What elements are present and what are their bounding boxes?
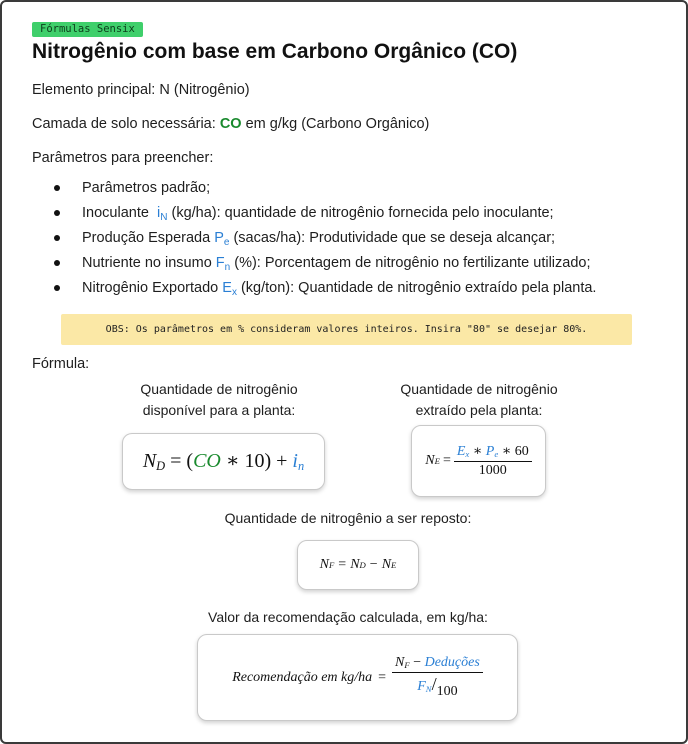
list-item xyxy=(54,254,596,279)
param-symbol-letter: E xyxy=(222,280,232,296)
ne-eq: = xyxy=(442,453,451,468)
page-title: Nitrogênio com base em Carbono Orgânico (CO) xyxy=(32,40,518,63)
nd-formula xyxy=(143,448,304,474)
nd-lhs-sub: D xyxy=(156,459,166,474)
ne-ex-sub: x xyxy=(465,449,470,460)
param-symbol xyxy=(157,205,167,221)
nf-formula-box xyxy=(297,540,419,590)
nf-eq: = xyxy=(338,557,347,572)
rec-denominator xyxy=(417,673,457,700)
param-symbol-sub: n xyxy=(224,262,231,273)
param-name: Nutriente no insumo xyxy=(82,255,212,271)
rec-nf: N xyxy=(395,655,405,671)
ne-pe-sub: e xyxy=(494,449,499,460)
ne-lhs: N xyxy=(425,453,435,468)
ne-ex xyxy=(457,444,469,459)
nf-b-sub: E xyxy=(391,560,397,570)
param-name: Nitrogênio Exportado xyxy=(82,280,219,296)
param-name: Inoculante xyxy=(82,205,149,221)
nd-mid: ∗ 10) + xyxy=(225,450,288,473)
elemento-label: Elemento principal: xyxy=(32,82,156,98)
param-symbol xyxy=(222,280,237,296)
nf-a: N xyxy=(350,557,360,572)
rec-slash: / xyxy=(431,674,437,695)
nf-caption: Quantidade de nitrogênio a ser reposto: xyxy=(224,510,472,526)
rec-caption: Valor da recomendação calculada, em kg/ha: xyxy=(208,609,488,625)
ne-op1: ∗ xyxy=(472,444,483,459)
param-text: Parâmetros padrão; xyxy=(82,180,211,196)
param-symbol xyxy=(214,230,229,246)
nd-caption-line2: disponível para a planta: xyxy=(142,402,296,418)
ne-caption-line1: Quantidade de nitrogênio xyxy=(400,381,558,397)
obs-note: OBS: Os parâmetros em % consideram valores inteiros. Insira "80" se desejar 80%. xyxy=(61,314,632,345)
rec-fn-sub: N xyxy=(425,684,432,695)
param-symbol-letter: i xyxy=(156,205,161,221)
rec-den: 100 xyxy=(436,683,458,699)
rec-fraction xyxy=(392,655,483,700)
nd-caption xyxy=(114,379,324,421)
nd-i: i xyxy=(292,450,298,473)
nf-a-sub: D xyxy=(359,560,366,570)
ne-lhs-sub: E xyxy=(434,456,440,466)
ne-formula-box xyxy=(411,425,546,497)
params-title: Parâmetros para preencher: xyxy=(32,150,214,166)
rec-minus: − xyxy=(413,655,422,671)
nf-b: N xyxy=(381,557,392,572)
ne-denominator: 1000 xyxy=(478,463,507,478)
camada-label: Camada de solo necessária: xyxy=(32,116,216,132)
ne-pe xyxy=(486,444,498,459)
param-symbol xyxy=(216,255,230,271)
rec-deducoes: Deduções xyxy=(424,655,480,671)
nf-lhs: N xyxy=(319,557,329,572)
rec-nf-sub: F xyxy=(404,660,410,671)
nd-formula-box xyxy=(122,433,325,490)
param-name: Produção Esperada xyxy=(82,230,211,246)
param-desc: (%): Porcentagem de nitrogênio no fertilizante utilizado; xyxy=(234,255,591,271)
nd-lhs: N xyxy=(142,450,157,473)
elemento-line xyxy=(32,82,250,98)
formulas-tag: Fórmulas Sensix xyxy=(32,22,143,37)
ne-caption xyxy=(374,379,584,421)
formula-title: Fórmula: xyxy=(32,356,90,372)
param-desc: (sacas/ha): Produtividade que se deseja alcançar; xyxy=(233,230,556,246)
nf-minus: − xyxy=(369,557,378,572)
list-item xyxy=(54,279,596,304)
nf-lhs-sub: F xyxy=(328,560,335,570)
list-item xyxy=(54,179,596,204)
rec-lhs: Recomendação em kg/ha xyxy=(232,669,373,685)
ne-numerator xyxy=(454,443,532,462)
list-item xyxy=(54,229,596,254)
param-symbol-sub: x xyxy=(231,287,237,298)
rec-fn xyxy=(417,679,431,694)
param-symbol-sub: N xyxy=(160,212,168,223)
nd-inoculante xyxy=(292,450,304,472)
camada-code: CO xyxy=(219,116,242,132)
camada-line xyxy=(32,116,429,132)
nd-co: CO xyxy=(193,450,221,473)
nd-eq: = ( xyxy=(170,450,194,473)
ne-pe-letter: P xyxy=(485,444,495,459)
elemento-value: N (Nitrogênio) xyxy=(159,82,250,98)
param-desc: (kg/ton): Quantidade de nitrogênio extraído pela planta. xyxy=(240,280,597,296)
ne-op2: ∗ 60 xyxy=(501,444,529,459)
rec-formula-box xyxy=(197,634,518,721)
rec-numerator xyxy=(392,655,483,673)
ne-caption-line2: extraído pela planta: xyxy=(415,402,543,418)
nd-i-sub: n xyxy=(297,459,305,474)
camada-rest: em g/kg (Carbono Orgânico) xyxy=(245,116,430,132)
param-symbol-letter: F xyxy=(215,255,225,271)
ne-fraction xyxy=(454,443,532,479)
params-list xyxy=(54,179,596,304)
rec-eq: = xyxy=(378,669,387,685)
list-item xyxy=(54,204,596,229)
nd-caption-line1: Quantidade de nitrogênio xyxy=(140,381,298,397)
param-symbol-letter: P xyxy=(214,230,224,246)
ne-ex-letter: E xyxy=(456,444,466,459)
rec-fn-letter: F xyxy=(417,679,426,695)
param-desc: (kg/ha): quantidade de nitrogênio fornecida pelo inoculante; xyxy=(171,205,554,221)
param-symbol-sub: e xyxy=(223,237,230,248)
